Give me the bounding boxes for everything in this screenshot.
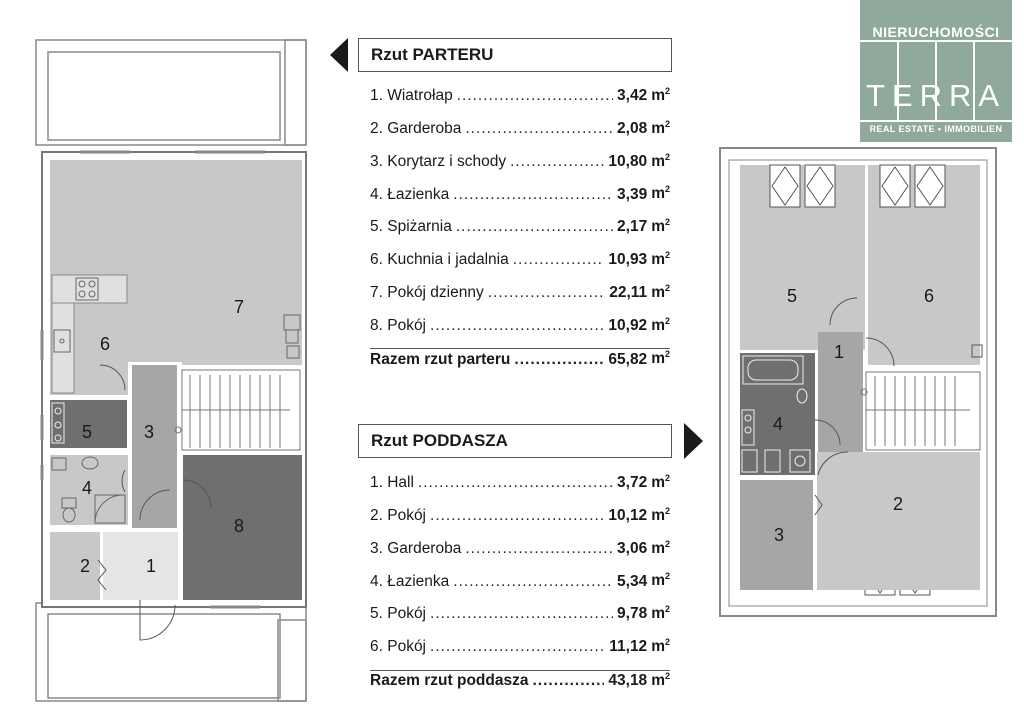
unit-exponent: 2	[664, 184, 670, 195]
leader-dots	[430, 638, 605, 656]
leader-dots	[430, 507, 604, 525]
poddasze-room-area: 3,72	[617, 474, 648, 492]
logo-sub-text: REAL ESTATE • IMMOBILIEN	[869, 124, 1003, 134]
unit-exponent: 2	[664, 505, 670, 516]
leader-dots	[453, 573, 613, 591]
area-unit	[651, 86, 670, 105]
unit-base: m	[651, 119, 665, 137]
area-unit	[651, 506, 670, 525]
parter-room-label: 2. Garderoba	[370, 119, 462, 137]
unit-exponent: 2	[664, 604, 670, 615]
leader-dots	[453, 186, 613, 204]
attic-plan-label-5: 5	[787, 286, 798, 306]
poddasze-room-area: 11,12	[609, 638, 648, 656]
unit-exponent: 2	[664, 86, 670, 96]
attic-plan-label-1: 1	[834, 342, 845, 362]
area-unit	[651, 152, 670, 171]
poddasze-total-label: Razem rzut poddasza	[370, 671, 529, 689]
unit-exponent: 2	[664, 636, 670, 647]
poddasze-room-label: 2. Pokój	[370, 506, 427, 524]
poddasze-room-row	[370, 637, 670, 670]
plan-label-8: 8	[234, 516, 245, 536]
parter-room-label: 8. Pokój	[370, 316, 427, 334]
unit-base: m	[651, 251, 665, 269]
unit-exponent: 2	[664, 118, 670, 129]
unit-base: m	[651, 605, 665, 623]
poddasze-room-label: 3. Garderoba	[370, 539, 462, 557]
unit-base: m	[651, 283, 665, 301]
parter-room-area: 22,11	[609, 283, 648, 301]
parter-room-area: 3,42	[617, 87, 648, 105]
parter-room-area: 2,17	[617, 218, 648, 236]
unit-base: m	[651, 506, 665, 524]
arrow-left-icon	[330, 38, 348, 72]
unit-base: m	[651, 671, 665, 689]
plan-label-4: 4	[82, 478, 93, 498]
unit-base: m	[651, 539, 665, 557]
poddasze-total-row	[370, 670, 670, 704]
parter-room-area: 10,92	[608, 316, 648, 334]
plan-label-6: 6	[100, 334, 111, 354]
leader-dots	[430, 605, 613, 623]
unit-base: m	[651, 572, 665, 590]
parter-total-label: Razem rzut parteru	[370, 350, 511, 368]
area-unit	[651, 250, 670, 269]
poddasze-room-row	[370, 571, 670, 604]
area-unit	[651, 473, 670, 492]
parter-room-row	[370, 217, 670, 250]
parter-room-row	[370, 86, 670, 119]
leader-dots	[457, 87, 613, 105]
parter-title: Rzut PARTERU	[358, 38, 672, 72]
poddasze-room-label: 6. Pokój	[370, 638, 427, 656]
plan-label-7: 7	[234, 297, 245, 317]
leader-dots	[514, 351, 604, 369]
unit-exponent: 2	[664, 315, 670, 326]
poddasze-room-label: 4. Łazienka	[370, 572, 450, 590]
area-unit	[651, 671, 670, 690]
area-unit	[651, 184, 670, 203]
leader-dots	[465, 540, 613, 558]
leader-dots	[513, 251, 605, 269]
leader-dots	[430, 317, 604, 335]
poddasze-room-area: 5,34	[617, 572, 648, 590]
unit-base: m	[651, 218, 665, 236]
unit-base: m	[651, 87, 665, 105]
parter-total-row	[370, 348, 670, 382]
leader-dots	[510, 153, 604, 171]
unit-base: m	[651, 152, 665, 170]
attic-plan-label-4: 4	[773, 414, 784, 434]
parter-room-label: 1. Wiatrołap	[370, 87, 453, 105]
unit-exponent: 2	[664, 670, 670, 681]
poddasze-room-row	[370, 473, 670, 506]
area-unit	[651, 283, 670, 302]
parter-room-row	[370, 250, 670, 283]
attic-plan-label-3: 3	[774, 525, 785, 545]
terra-logo	[860, 0, 1012, 142]
parter-room-row	[370, 283, 670, 316]
leader-dots	[488, 284, 606, 302]
leader-dots	[418, 474, 613, 492]
logo-brand: TERRA	[865, 78, 1007, 113]
poddasze-room-row	[370, 604, 670, 637]
poddasze-room-label: 5. Pokój	[370, 605, 427, 623]
parter-room-area: 10,80	[608, 152, 648, 170]
arrow-right-icon	[684, 423, 703, 459]
plan-label-1: 1	[146, 556, 157, 576]
unit-base: m	[651, 316, 665, 334]
area-unit	[651, 119, 670, 138]
unit-exponent: 2	[664, 538, 670, 549]
poddasze-room-label: 1. Hall	[370, 474, 414, 492]
parter-room-area: 2,08	[617, 119, 648, 137]
area-unit	[651, 217, 670, 236]
unit-exponent: 2	[664, 571, 670, 582]
area-unit	[651, 637, 670, 656]
poddasze-room-area: 10,12	[608, 506, 648, 524]
parter-room-list	[370, 86, 670, 382]
leader-dots	[456, 218, 613, 236]
poddasze-room-row	[370, 539, 670, 572]
parter-room-label: 6. Kuchnia i jadalnia	[370, 251, 509, 269]
unit-exponent: 2	[664, 217, 670, 228]
unit-exponent: 2	[664, 249, 670, 260]
unit-exponent: 2	[664, 151, 670, 162]
parter-room-label: 7. Pokój dzienny	[370, 283, 484, 301]
unit-base: m	[651, 350, 665, 368]
parter-room-row	[370, 184, 670, 217]
area-unit	[651, 316, 670, 335]
area-unit	[651, 539, 670, 558]
poddasze-title: Rzut PODDASZA	[358, 424, 672, 458]
plan-label-3: 3	[144, 422, 155, 442]
unit-exponent: 2	[664, 349, 670, 360]
leader-dots	[532, 672, 604, 690]
poddasze-room-list	[370, 473, 670, 704]
parter-room-row	[370, 152, 670, 185]
plan-label-5: 5	[82, 422, 93, 442]
poddasze-room-area: 9,78	[617, 605, 648, 623]
unit-exponent: 2	[664, 282, 670, 293]
unit-base: m	[651, 638, 665, 656]
area-unit	[651, 571, 670, 590]
area-unit	[651, 349, 670, 368]
parter-room-row	[370, 119, 670, 152]
logo-top-text: NIERUCHOMOŚCI	[872, 24, 1000, 40]
parter-room-row	[370, 316, 670, 349]
parter-room-label: 3. Korytarz i schody	[370, 152, 507, 170]
unit-base: m	[651, 474, 665, 492]
area-unit	[651, 604, 670, 623]
attic-plan-label-6: 6	[924, 286, 935, 306]
attic-plan-label-2: 2	[893, 494, 904, 514]
parter-room-area: 10,93	[608, 251, 648, 269]
parter-room-label: 5. Spiżarnia	[370, 218, 452, 236]
parter-total-value: 65,82	[608, 350, 648, 368]
plan-label-2: 2	[80, 556, 91, 576]
leader-dots	[465, 120, 613, 138]
poddasze-room-area: 3,06	[617, 539, 648, 557]
unit-exponent: 2	[664, 473, 670, 483]
unit-base: m	[651, 185, 665, 203]
poddasze-room-row	[370, 506, 670, 539]
parter-room-area: 3,39	[617, 185, 648, 203]
parter-room-label: 4. Łazienka	[370, 185, 450, 203]
poddasze-total-value: 43,18	[608, 671, 648, 689]
